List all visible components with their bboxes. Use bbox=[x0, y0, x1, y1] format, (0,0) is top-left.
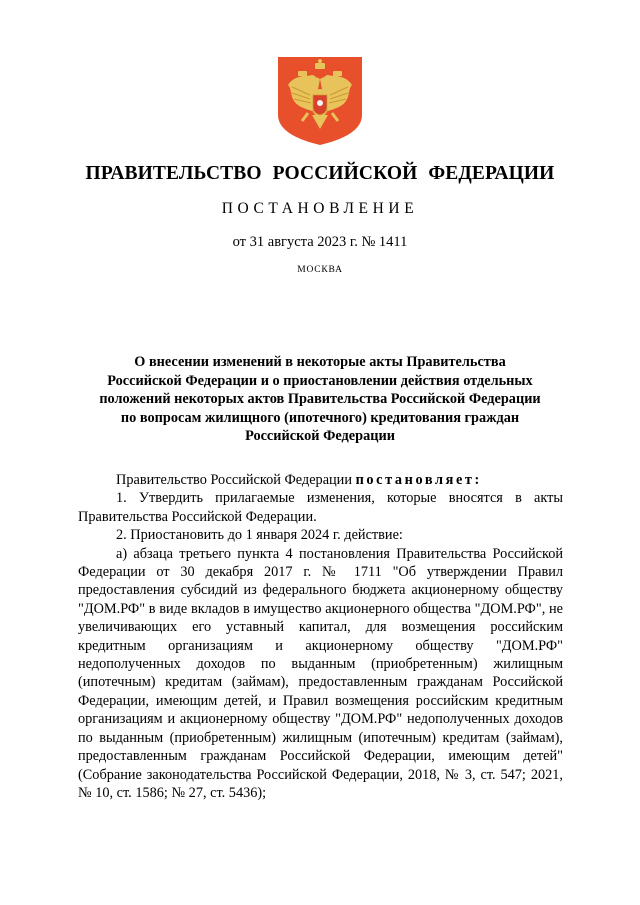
document-city: МОСКВА bbox=[297, 265, 343, 275]
government-title: ПРАВИТЕЛЬСТВО РОССИЙСКОЙ ФЕДЕРАЦИИ bbox=[85, 163, 555, 184]
document-body bbox=[78, 471, 563, 802]
document-heading bbox=[80, 353, 560, 446]
heading-line: Российской Федерации и о приостановлении действия отдельных bbox=[107, 372, 533, 389]
paragraph-item-2a: а) абзаца третьего пункта 4 постановления Правительства Российской Федерации от 30 декабря 2017 г. № 1711 "Об утверждении Правил предоставления субсидий из федерального бюджета акционерному обществу "ДОМ.РФ" в виде вкладов в имущество акционерного общества "ДОМ.РФ", не увеличивающих его уставный капитал, для возмещения российским кредитным организациям и акционерному обществу "ДОМ.РФ" недополученных доходов по выданным (приобретенным) жилищным (ипотечным) кредитам (займам), предоставленным гражданам Российской Федерации, имеющим детей, и Правил возмещения российским кредитным организациям и акционерному обществу "ДОМ.РФ" недополученных доходов по выданным (приобретенным) жилищным (ипотечным) кредитам (займам), предоставленным гражданам Российской Федерации, имеющим детей" (Собрание законодательства Российской Федерации, 2018, № 3, ст. 547; 2021, № 10, ст. 1586; № 27, ст. 5436); bbox=[78, 545, 563, 801]
paragraph-item-1: 1. Утвердить прилагаемые изменения, которые вносятся в акты Правительства Российской Федерации. bbox=[78, 490, 563, 525]
heading-line: Российской Федерации bbox=[245, 428, 395, 444]
paragraph-item-2: 2. Приостановить до 1 января 2024 г. действие: bbox=[116, 527, 403, 544]
intro-paragraph bbox=[78, 471, 563, 489]
intro-text: Правительство Российской Федерации bbox=[116, 472, 356, 488]
heading-line: О внесении изменений в некоторые акты Правительства bbox=[134, 354, 506, 370]
intro-emphasis: постановляет: bbox=[355, 472, 482, 488]
document-type: ПОСТАНОВЛЕНИЕ bbox=[221, 200, 419, 217]
russian-coat-of-arms-icon bbox=[276, 55, 364, 147]
heading-line: по вопросам жилищного (ипотечного) кредитования граждан bbox=[120, 409, 520, 426]
heading-line: положений некоторых актов Правительства Российской Федерации bbox=[99, 391, 541, 407]
document-date: от 31 августа 2023 г. № 1411 bbox=[232, 234, 408, 250]
